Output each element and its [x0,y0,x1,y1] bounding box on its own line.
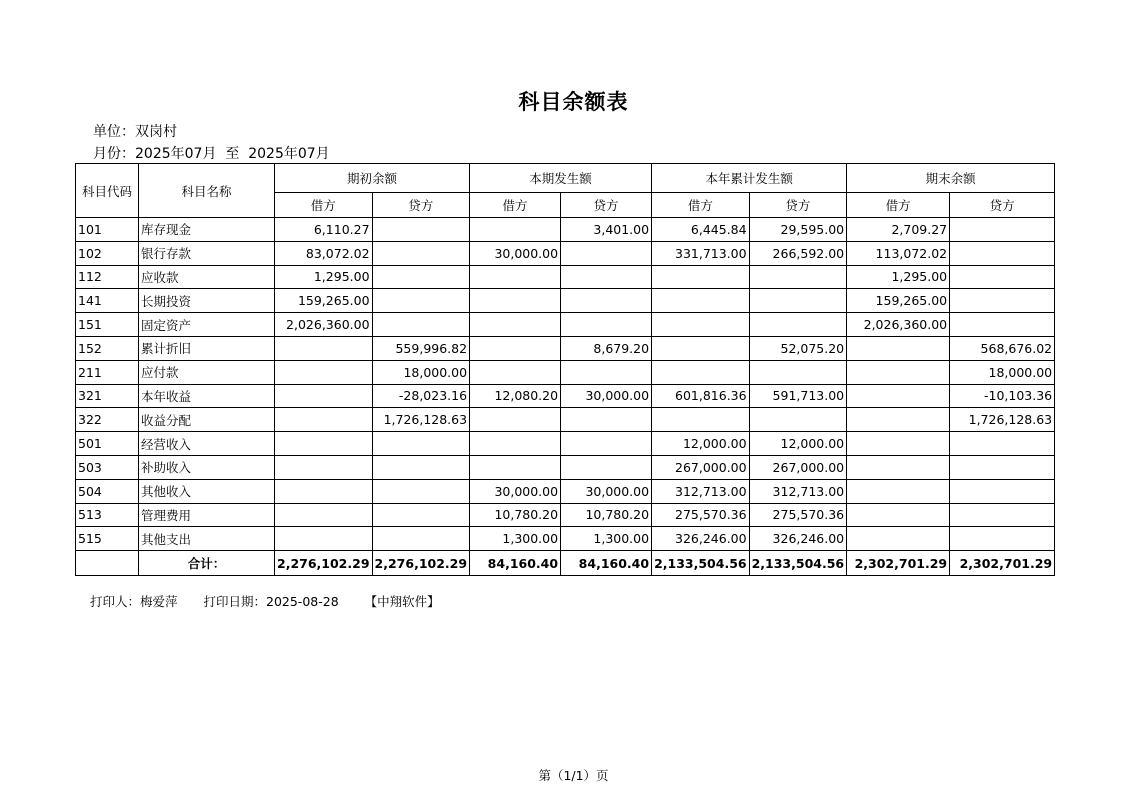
account-name: 长期投资 [139,289,275,313]
table-row [76,432,1055,456]
amount-cell [749,289,847,313]
software-name: 【中翔软件】 [364,594,440,609]
amount-cell: 6,110.27 [275,218,373,242]
amount-cell: 1,726,128.63 [372,408,470,432]
amount-cell [847,360,950,384]
table-row [76,336,1055,360]
amount-cell [652,265,750,289]
total-label: 合计： [139,551,275,576]
amount-cell: -28,023.16 [372,384,470,408]
amount-cell: 1,300.00 [561,527,652,551]
amount-cell [950,265,1055,289]
header-name: 科目名称 [139,164,275,218]
amount-cell [372,503,470,527]
print-footer [90,592,462,610]
amount-cell [652,408,750,432]
amount-cell [470,432,561,456]
header-group-closing: 期末余额 [847,164,1055,193]
amount-cell [275,455,373,479]
amount-cell: 3,401.00 [561,218,652,242]
total-cell: 2,133,504.56 [749,551,847,576]
account-name: 管理费用 [139,503,275,527]
account-code: 141 [76,289,139,313]
month-line [93,143,330,163]
header-group-ytd: 本年累计发生额 [652,164,847,193]
amount-cell [470,218,561,242]
account-name: 其他支出 [139,527,275,551]
table-row [76,241,1055,265]
amount-cell [652,336,750,360]
amount-cell [847,432,950,456]
amount-cell [372,455,470,479]
account-code: 504 [76,479,139,503]
amount-cell: 326,246.00 [749,527,847,551]
amount-cell [950,503,1055,527]
amount-cell [847,479,950,503]
amount-cell: 267,000.00 [652,455,750,479]
account-code: 322 [76,408,139,432]
amount-cell: 83,072.02 [275,241,373,265]
amount-cell [847,503,950,527]
total-cell: 2,133,504.56 [652,551,750,576]
account-name: 累计折旧 [139,336,275,360]
unit-line [93,121,177,141]
amount-cell [372,432,470,456]
amount-cell: 30,000.00 [561,384,652,408]
amount-cell: 312,713.00 [652,479,750,503]
amount-cell: 312,713.00 [749,479,847,503]
amount-cell: 559,996.82 [372,336,470,360]
table-row [76,527,1055,551]
amount-cell: 1,300.00 [470,527,561,551]
amount-cell: 1,295.00 [847,265,950,289]
account-code: 501 [76,432,139,456]
amount-cell: 1,726,128.63 [950,408,1055,432]
amount-cell [470,313,561,337]
unit-value: 双岗村 [135,124,177,140]
total-cell: 2,302,701.29 [950,551,1055,576]
amount-cell [275,527,373,551]
total-code-cell [76,551,139,576]
amount-cell: 52,075.20 [749,336,847,360]
account-code: 515 [76,527,139,551]
account-code: 102 [76,241,139,265]
amount-cell [275,503,373,527]
amount-cell: 326,246.00 [652,527,750,551]
amount-cell [470,265,561,289]
amount-cell: 30,000.00 [470,241,561,265]
amount-cell [372,218,470,242]
amount-cell: 10,780.20 [470,503,561,527]
amount-cell [950,289,1055,313]
amount-cell [372,265,470,289]
amount-cell: 275,570.36 [749,503,847,527]
table-row [76,360,1055,384]
amount-cell: 12,080.20 [470,384,561,408]
header-debit: 借方 [275,193,373,218]
header-credit: 贷方 [749,193,847,218]
amount-cell [847,336,950,360]
total-row [76,551,1055,576]
amount-cell [470,336,561,360]
table-row [76,218,1055,242]
amount-cell [847,527,950,551]
total-cell: 2,302,701.29 [847,551,950,576]
account-name: 固定资产 [139,313,275,337]
amount-cell: 113,072.02 [847,241,950,265]
table-row [76,289,1055,313]
amount-cell: 12,000.00 [749,432,847,456]
header-credit: 贷方 [950,193,1055,218]
amount-cell [847,384,950,408]
amount-cell: 18,000.00 [950,360,1055,384]
amount-cell [372,479,470,503]
amount-cell: 601,816.36 [652,384,750,408]
account-code: 321 [76,384,139,408]
header-code: 科目代码 [76,164,139,218]
amount-cell [950,241,1055,265]
header-debit: 借方 [847,193,950,218]
amount-cell [749,313,847,337]
amount-cell [561,432,652,456]
account-name: 收益分配 [139,408,275,432]
amount-cell [950,527,1055,551]
table-row [76,455,1055,479]
amount-cell: 30,000.00 [470,479,561,503]
amount-cell: 30,000.00 [561,479,652,503]
amount-cell: 6,445.84 [652,218,750,242]
account-code: 152 [76,336,139,360]
amount-cell [561,408,652,432]
header-credit: 贷方 [561,193,652,218]
amount-cell: -10,103.36 [950,384,1055,408]
amount-cell [950,218,1055,242]
amount-cell [652,289,750,313]
amount-cell: 29,595.00 [749,218,847,242]
amount-cell [847,455,950,479]
month-value: 2025年07月 至 2025年07月 [135,146,330,162]
page-number: 第（1/1）页 [538,768,609,783]
table-row [76,503,1055,527]
amount-cell: 8,679.20 [561,336,652,360]
amount-cell: 12,000.00 [652,432,750,456]
total-cell: 84,160.40 [561,551,652,576]
account-name: 经营收入 [139,432,275,456]
account-name: 补助收入 [139,455,275,479]
amount-cell: 331,713.00 [652,241,750,265]
amount-cell: 159,265.00 [847,289,950,313]
header-group-period: 本期发生额 [470,164,652,193]
amount-cell [561,455,652,479]
amount-cell: 266,592.00 [749,241,847,265]
amount-cell [950,432,1055,456]
amount-cell [749,265,847,289]
header-row-groups [76,164,1055,193]
amount-cell: 591,713.00 [749,384,847,408]
amount-cell [561,241,652,265]
amount-cell: 275,570.36 [652,503,750,527]
header-credit: 贷方 [372,193,470,218]
amount-cell [372,289,470,313]
amount-cell: 2,026,360.00 [275,313,373,337]
amount-cell: 18,000.00 [372,360,470,384]
table-body [76,218,1055,551]
header-debit: 借方 [652,193,750,218]
print-date: 打印日期：2025-08-28 [203,594,339,609]
table-row [76,313,1055,337]
report-title: 科目余额表 [518,90,629,114]
account-code: 513 [76,503,139,527]
amount-cell [372,527,470,551]
account-name: 其他收入 [139,479,275,503]
account-code: 151 [76,313,139,337]
account-name: 应付款 [139,360,275,384]
amount-cell: 2,709.27 [847,218,950,242]
amount-cell [275,408,373,432]
amount-cell [275,360,373,384]
total-cell: 2,276,102.29 [372,551,470,576]
balance-table [75,163,1055,576]
amount-cell [470,455,561,479]
amount-cell: 2,026,360.00 [847,313,950,337]
account-name: 本年收益 [139,384,275,408]
amount-cell [275,479,373,503]
amount-cell [950,313,1055,337]
amount-cell [950,479,1055,503]
table-row [76,479,1055,503]
total-cell: 84,160.40 [470,551,561,576]
amount-cell [372,313,470,337]
amount-cell [652,313,750,337]
amount-cell [470,360,561,384]
amount-cell [372,241,470,265]
amount-cell [275,336,373,360]
amount-cell: 159,265.00 [275,289,373,313]
total-cell: 2,276,102.29 [275,551,373,576]
account-code: 112 [76,265,139,289]
amount-cell [950,455,1055,479]
amount-cell: 10,780.20 [561,503,652,527]
unit-label: 单位： [93,124,135,140]
table-row [76,408,1055,432]
amount-cell [561,360,652,384]
amount-cell [275,432,373,456]
amount-cell [749,360,847,384]
amount-cell: 1,295.00 [275,265,373,289]
account-code: 211 [76,360,139,384]
account-name: 银行存款 [139,241,275,265]
table-row [76,265,1055,289]
account-name: 应收款 [139,265,275,289]
account-name: 库存现金 [139,218,275,242]
account-code: 101 [76,218,139,242]
amount-cell: 267,000.00 [749,455,847,479]
header-debit: 借方 [470,193,561,218]
amount-cell [749,408,847,432]
table-row [76,384,1055,408]
amount-cell [561,313,652,337]
amount-cell [847,408,950,432]
amount-cell [470,408,561,432]
month-label: 月份： [93,146,135,162]
header-group-opening: 期初余额 [275,164,470,193]
amount-cell [275,384,373,408]
amount-cell [561,289,652,313]
amount-cell: 568,676.02 [950,336,1055,360]
amount-cell [470,289,561,313]
account-code: 503 [76,455,139,479]
amount-cell [561,265,652,289]
amount-cell [652,360,750,384]
printer-info: 打印人：梅爱萍 [90,594,178,609]
